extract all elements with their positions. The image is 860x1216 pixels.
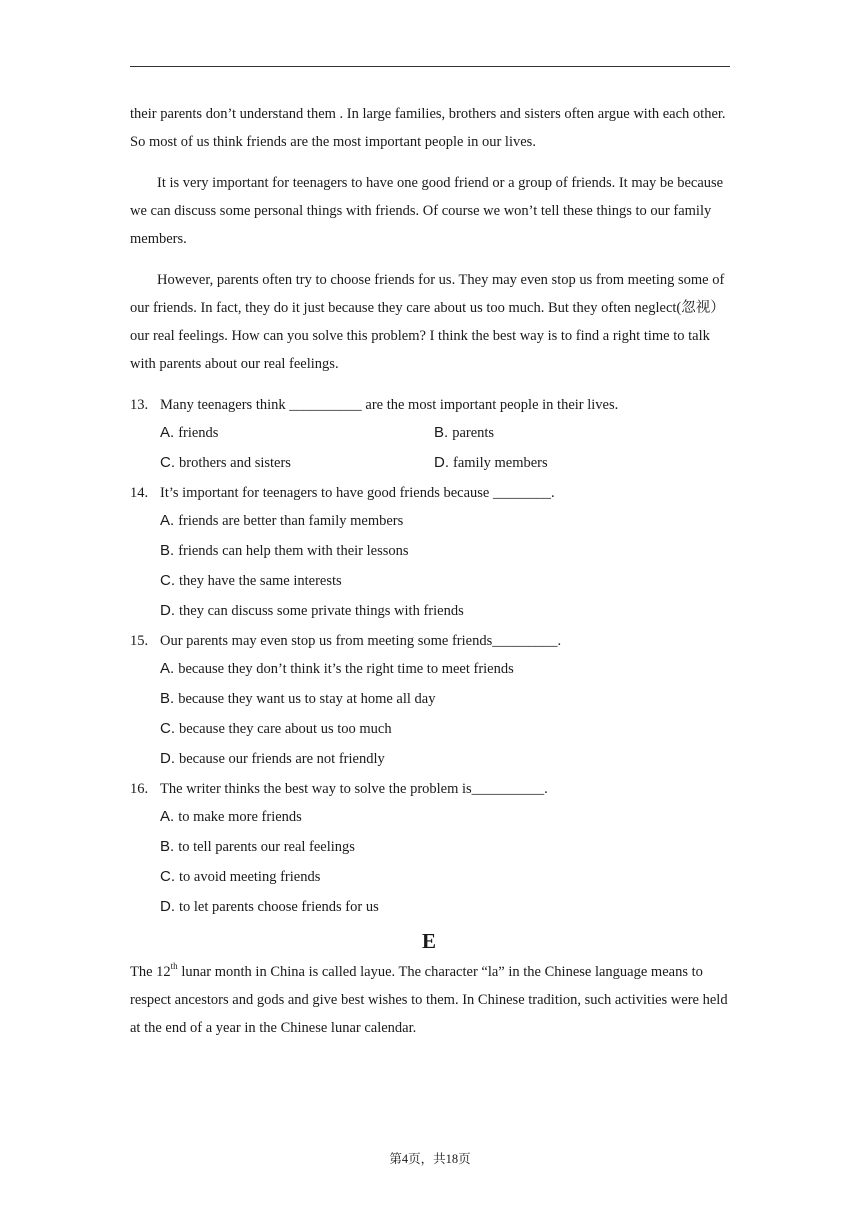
option-c: C. to avoid meeting friends [160,868,321,885]
page-content [130,100,728,1042]
option-b: B. friends can help them with their lessons [160,542,409,559]
question-number: 15. [130,633,149,649]
question-15 [130,627,728,773]
passage-paragraph: However, parents often try to choose friends for us. They may even stop us from meeting some of our friends. In fact, they do it just because they care about us too much. But they often neglect(忽视）our real feelings. How can you solve this problem? I think the best way is to find a right time to talk with parents about our real feelings. [130,272,725,372]
option-a: A. to make more friends [160,808,302,825]
option-b: B. to tell parents our real feelings [160,838,355,855]
option-d: D. because our friends are not friendly [160,750,385,767]
option-b: B. parents [434,424,495,441]
option-b: B. because they want us to stay at home all day [160,690,436,707]
option-a: A. friends [160,424,219,441]
options [130,655,728,773]
option-d: D. family members [434,454,548,471]
passage-paragraph: It is very important for teenagers to have one good friend or a group of friends. It may be because we can discuss some personal things with friends. Of course we won’t tell these things to our family members. [130,175,724,247]
passage-paragraph: their parents don’t understand them . In large families, brothers and sisters often argue with each other. So most of us think friends are the most important people in our lives. [130,106,726,150]
option-c: C. brothers and sisters [160,454,291,471]
question-14 [130,479,728,625]
question-number: 13. [130,397,149,413]
option-a: A. because they don’t think it’s the right time to meet friends [160,660,514,677]
question-13 [130,391,728,477]
question-text: Our parents may even stop us from meeting some friends_________. [160,633,562,649]
question-text: Many teenagers think __________ are the most important people in their lives. [160,397,619,413]
option-c: C. they have the same interests [160,572,342,589]
options [130,419,728,477]
question-16 [130,775,728,921]
question-text: The writer thinks the best way to solve the problem is__________. [160,781,548,797]
section-title-e: E [421,929,436,953]
question-text: It’s important for teenagers to have good friends because ________. [160,485,555,501]
page-footer: 第4页，共18页 [389,1152,471,1166]
option-a: A. friends are better than family members [160,512,404,529]
option-c: C. because they care about us too much [160,720,392,737]
header-rule [130,66,730,67]
section-e-paragraph: The 12th lunar month in China is called layue. The character “la” in the Chinese language means to respect ancestors and gods and give best wishes to them. In Chinese tradition, such activities were held at the end of a year in the Chinese lunar calendar. [130,961,728,1036]
options [130,507,728,625]
question-number: 16. [130,781,149,797]
question-number: 14. [130,485,149,501]
options [130,803,728,921]
option-d: D. they can discuss some private things with friends [160,602,464,619]
option-d: D. to let parents choose friends for us [160,898,379,915]
